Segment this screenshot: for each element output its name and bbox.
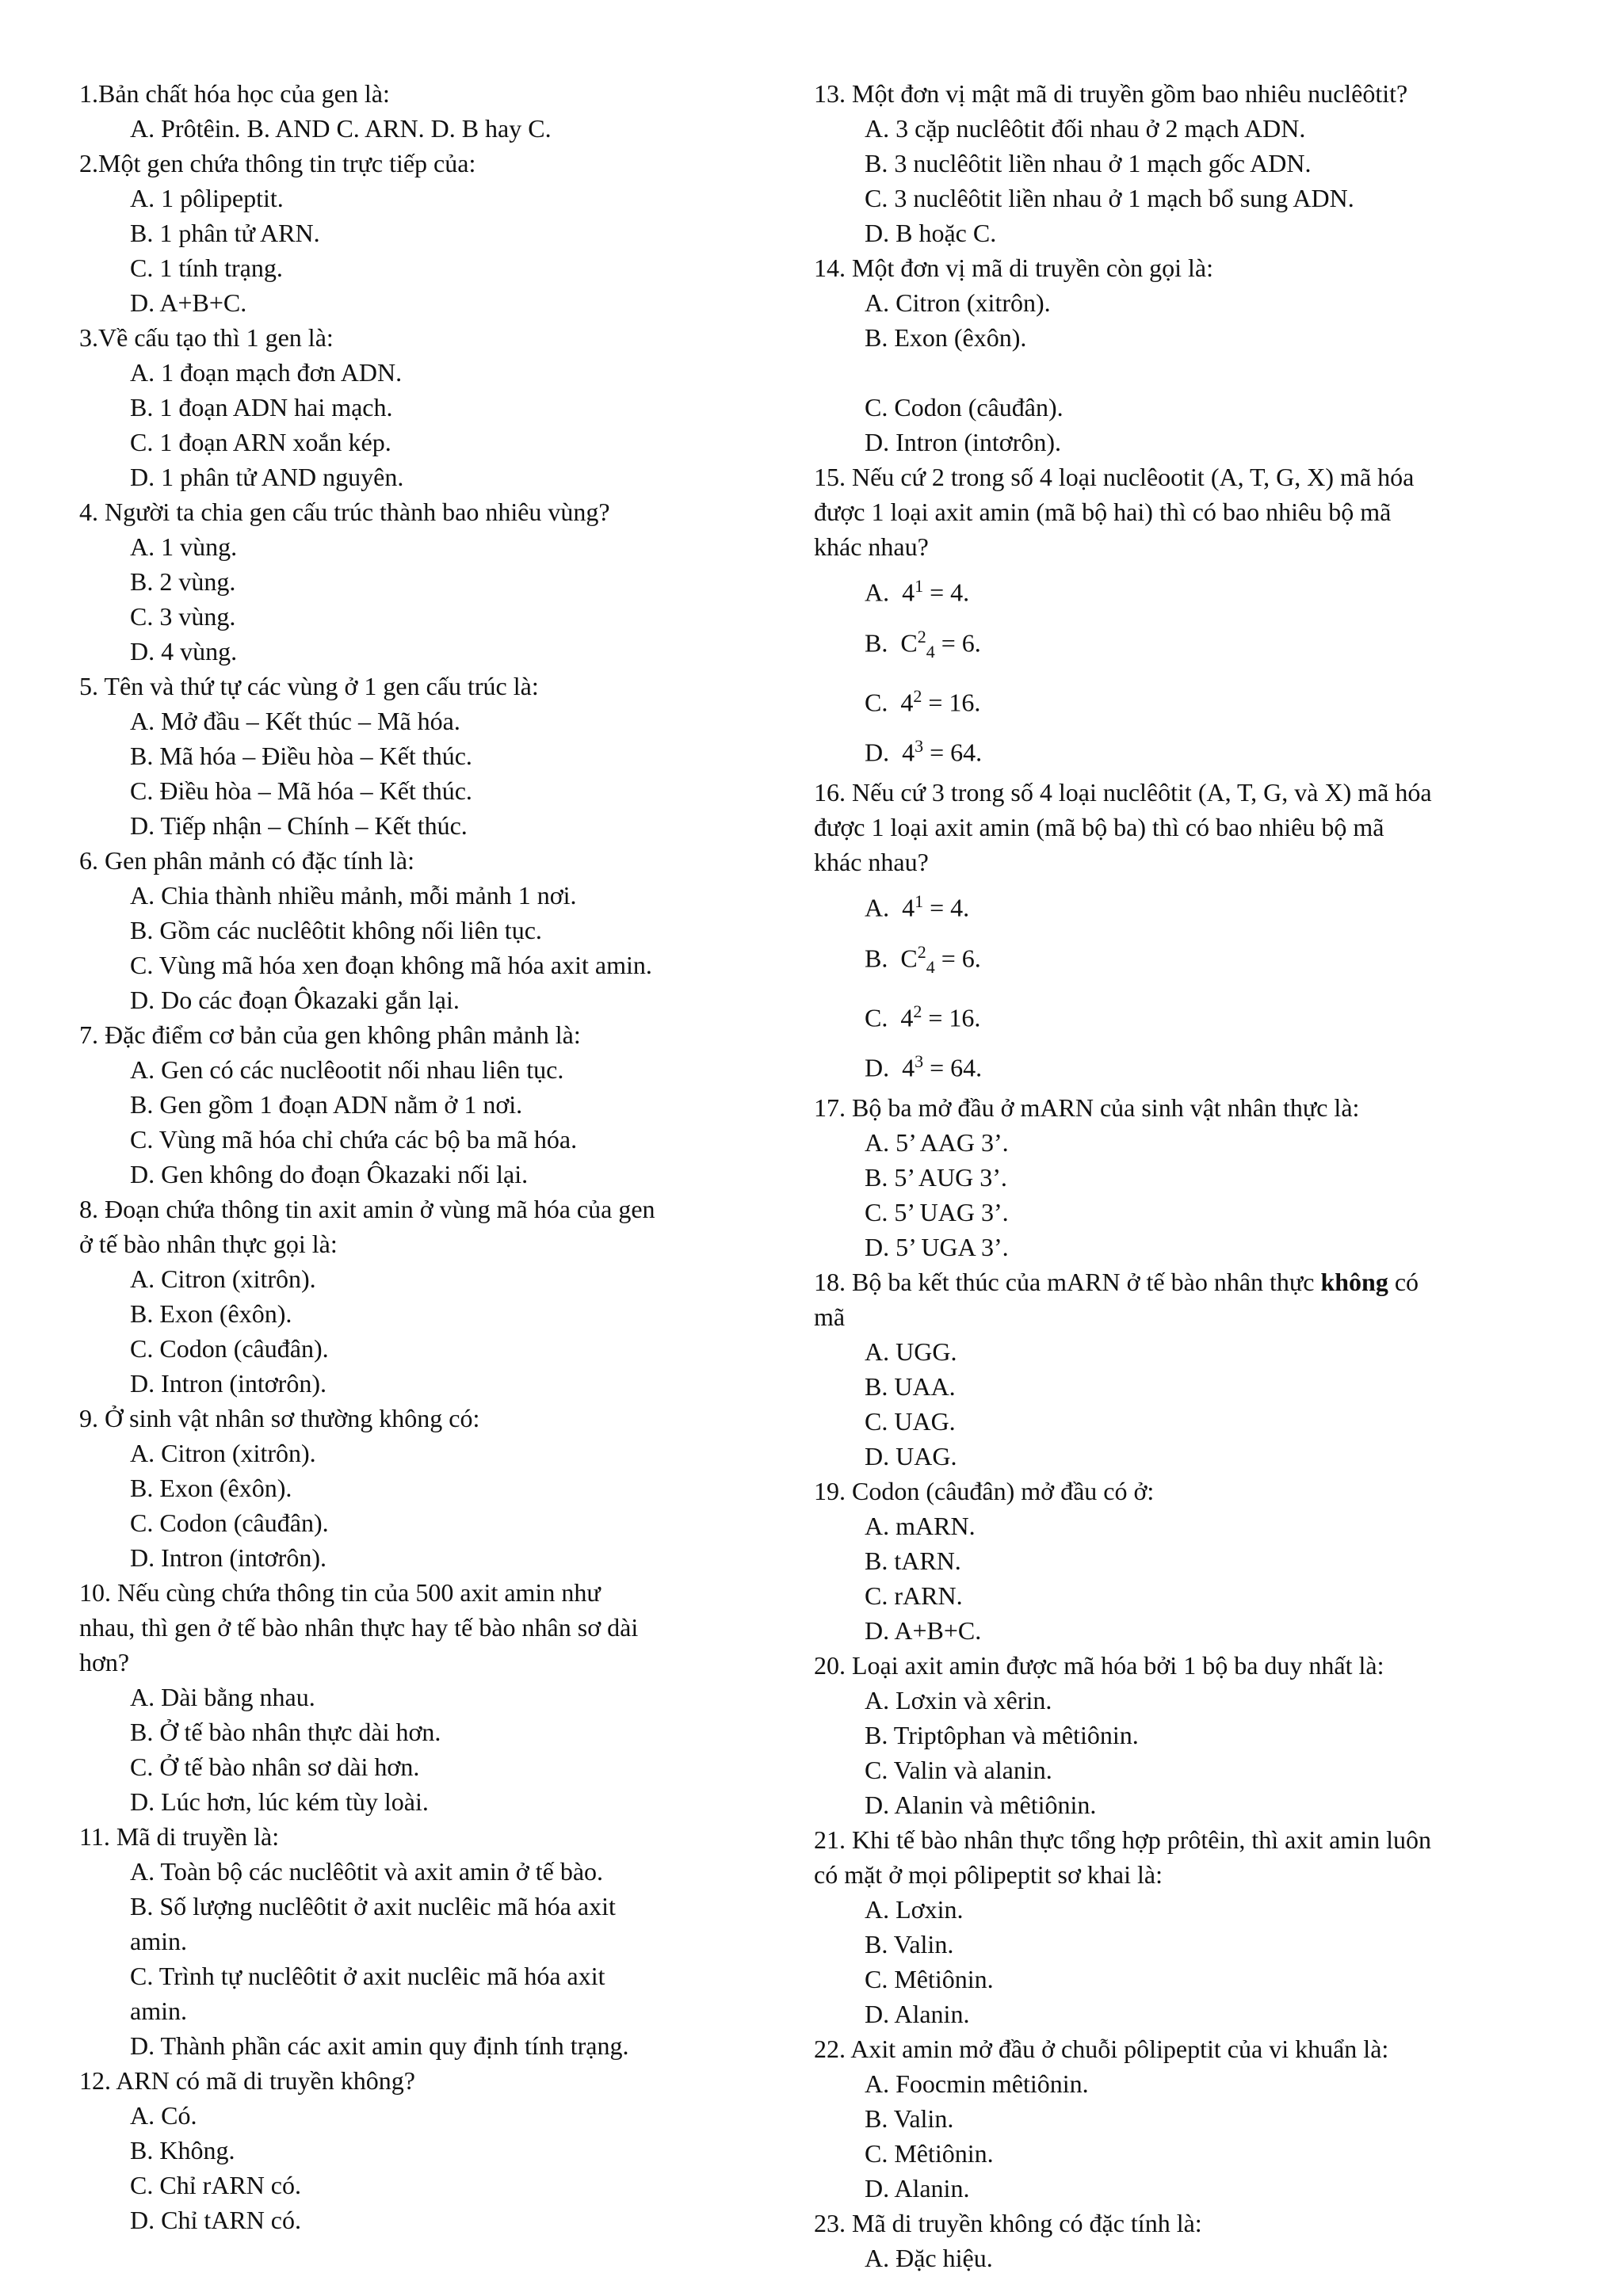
option: D. Thành phần các axit amin quy định tính trạng. <box>130 2031 629 2060</box>
option: A. 5’ AAG 3’. <box>865 1128 1009 1158</box>
option: B. Số lượng nuclêôtit ở axit nuclêic mã hóa axit <box>130 1892 616 1920</box>
question-stem-cont: ở tế bào nhân thực gọi là: <box>79 1230 338 1258</box>
question-stem-cont: được 1 loại axit amin (mã bộ hai) thì có bao nhiêu bộ mã <box>814 498 1392 526</box>
question-stem: 21. Khi tế bào nhân thực tổng hợp prôtêin, thì axit amin luôn <box>814 1825 1432 1855</box>
question-stem: 23. Mã di truyền không có đặc tính là: <box>814 2209 1202 2238</box>
option: D. Intron (intơrôn). <box>130 1369 327 1398</box>
option: D. Tiếp nhận – Chính – Kết thúc. <box>130 811 468 840</box>
option: D. UAG. <box>865 1442 957 1471</box>
option-math: B. $C^2_4 = 6$. <box>865 626 981 662</box>
option: D. Intron (intơrôn). <box>130 1543 327 1572</box>
option: C. 1 đoạn ARN xoắn kép. <box>130 428 391 456</box>
question-stem: 7. Đặc điểm cơ bản của gen không phân mảnh là: <box>79 1020 581 1049</box>
option: C. Mêtiônin. <box>865 2139 994 2168</box>
question-stem: 13. Một đơn vị mật mã di truyền gồm bao nhiêu nuclêôtit? <box>814 79 1408 108</box>
option: A. 1 đoạn mạch đơn ADN. <box>130 358 403 387</box>
option: B. Gen gồm 1 đoạn ADN nằm ở 1 nơi. <box>130 1090 523 1119</box>
question-stem: 6. Gen phân mảnh có đặc tính là: <box>79 846 414 875</box>
option: C. Codon (câuđân). <box>130 1334 329 1363</box>
question-4 <box>79 494 769 669</box>
option-math: A. $4^1 = 4$. <box>865 891 970 922</box>
option: A. 1 pôlipeptit. <box>130 184 284 212</box>
question-22 <box>814 2031 1575 2206</box>
option: D. A+B+C. <box>865 1616 982 1646</box>
option: B. tARN. <box>865 1547 961 1576</box>
option: C. rARN. <box>865 1581 963 1611</box>
option: B. Exon (êxôn). <box>865 323 1027 352</box>
option: D. Do các đoạn Ôkazaki gắn lại. <box>130 986 460 1014</box>
question-stem-cont: được 1 loại axit amin (mã bộ ba) thì có bao nhiêu bộ mã <box>814 813 1384 842</box>
option-cont: amin. <box>130 1927 187 1955</box>
question-stem: 11. Mã di truyền là: <box>79 1822 280 1851</box>
question-14 <box>814 250 1575 460</box>
option: B. Không. <box>130 2136 235 2164</box>
question-stem-cont: mã <box>814 1302 846 1332</box>
question-7 <box>79 1017 769 1192</box>
right-column <box>814 76 1575 2275</box>
option: D. Lúc hơn, lúc kém tùy loài. <box>130 1787 429 1816</box>
option: B. 3 nuclêôtit liền nhau ở 1 mạch gốc ADN. <box>865 149 1312 177</box>
question-11 <box>79 1819 769 2063</box>
option: B. Valin. <box>865 2104 954 2134</box>
option: A. 3 cặp nuclêôtit đối nhau ở 2 mạch ADN. <box>865 114 1306 143</box>
question-stem: 18. Bộ ba kết thúc của mARN ở tế bào nhân thực không có <box>814 1268 1419 1297</box>
blank-line <box>814 355 1575 390</box>
option: B. Exon (êxôn). <box>130 1474 292 1502</box>
question-9 <box>79 1401 769 1575</box>
option: B. Mã hóa – Điều hòa – Kết thúc. <box>130 742 472 770</box>
question-stem-cont: có mặt ở mọi pôlipeptit sơ khai là: <box>814 1860 1163 1890</box>
question-stem-cont: khác nhau? <box>814 532 929 561</box>
option: C. 5’ UAG 3’. <box>865 1198 1009 1227</box>
question-8 <box>79 1192 769 1401</box>
option: C. Trình tự nuclêôtit ở axit nuclêic mã hóa axit <box>130 1962 605 1990</box>
left-column <box>79 76 769 2237</box>
question-21 <box>814 1822 1575 2031</box>
option: D. Alanin. <box>865 2000 970 2029</box>
option-math: D. $4^3 = 64$. <box>865 1051 983 1083</box>
question-stem: 3.Về cấu tạo thì 1 gen là: <box>79 323 334 352</box>
option: B. Gồm các nuclêôtit không nối liên tục. <box>130 916 542 944</box>
question-3 <box>79 320 769 494</box>
option: A. Citron (xitrôn). <box>130 1264 316 1293</box>
option: A. 1 vùng. <box>130 532 238 561</box>
question-stem: 2.Một gen chứa thông tin trực tiếp của: <box>79 149 476 177</box>
options-inline: A. Prôtêin. B. AND C. ARN. D. B hay C. <box>130 114 552 143</box>
option: D. B hoặc C. <box>865 219 997 247</box>
option: C. UAG. <box>865 1407 956 1436</box>
option-math: C. $4^2 = 16$. <box>865 685 981 717</box>
option: A. Citron (xitrôn). <box>865 288 1051 317</box>
option: B. 5’ AUG 3’. <box>865 1163 1007 1192</box>
option: B. UAA. <box>865 1372 956 1402</box>
option: D. Chỉ tARN có. <box>130 2206 301 2234</box>
option: B. Ở tế bào nhân thực dài hơn. <box>130 1718 441 1746</box>
question-stem: 14. Một đơn vị mã di truyền còn gọi là: <box>814 254 1213 282</box>
question-stem: 17. Bộ ba mở đầu ở mARN của sinh vật nhân thực là: <box>814 1093 1360 1123</box>
question-stem: 4. Người ta chia gen cấu trúc thành bao nhiêu vùng? <box>79 498 610 526</box>
question-stem-cont: hơn? <box>79 1648 130 1676</box>
option: C. Chỉ rARN có. <box>130 2171 301 2199</box>
option: D. Alanin. <box>865 2174 970 2203</box>
option: D. 1 phân tử AND nguyên. <box>130 463 404 491</box>
question-12 <box>79 2063 769 2237</box>
question-stem: 22. Axit amin mở đầu ở chuỗi pôlipeptit của vi khuẩn là: <box>814 2035 1389 2064</box>
option: A. Mở đầu – Kết thúc – Mã hóa. <box>130 707 460 735</box>
option: A. Toàn bộ các nuclêôtit và axit amin ở tế bào. <box>130 1857 604 1886</box>
question-1 <box>79 76 769 146</box>
option: A. Lơxin và xêrin. <box>865 1686 1052 1715</box>
option: A. Foocmin mêtiônin. <box>865 2069 1089 2099</box>
question-2 <box>79 146 769 320</box>
option-math: C. $4^2 = 16$. <box>865 1001 981 1032</box>
option-math: B. $C^2_4 = 6$. <box>865 941 981 977</box>
question-16 <box>814 775 1575 1090</box>
question-stem: 20. Loại axit amin được mã hóa bởi 1 bộ ba duy nhất là: <box>814 1651 1384 1680</box>
question-20 <box>814 1648 1575 1822</box>
option: B. 1 đoạn ADN hai mạch. <box>130 393 393 421</box>
option: A. Citron (xitrôn). <box>130 1439 316 1467</box>
option-math: D. $4^3 = 64$. <box>865 736 983 768</box>
option: D. Alanin và mêtiônin. <box>865 1791 1097 1820</box>
question-stem: 10. Nếu cùng chứa thông tin của 500 axit amin như <box>79 1578 601 1607</box>
option: A. Lơxin. <box>865 1895 964 1924</box>
question-17 <box>814 1090 1575 1264</box>
question-15 <box>814 460 1575 775</box>
option: A. mARN. <box>865 1512 976 1541</box>
option: B. Valin. <box>865 1930 954 1959</box>
question-23 <box>814 2206 1575 2275</box>
question-13 <box>814 76 1575 250</box>
question-stem-cont: nhau, thì gen ở tế bào nhân thực hay tế bào nhân sơ dài <box>79 1613 639 1642</box>
question-6 <box>79 843 769 1017</box>
option: C. 1 tính trạng. <box>130 254 283 282</box>
question-stem: 15. Nếu cứ 2 trong số 4 loại nuclêootit (A, T, G, X) mã hóa <box>814 463 1415 491</box>
option: D. 4 vùng. <box>130 637 238 666</box>
option: D. Gen không do đoạn Ôkazaki nối lại. <box>130 1160 529 1188</box>
option-math: A. $4^1 = 4$. <box>865 576 970 607</box>
question-stem: 5. Tên và thứ tự các vùng ở 1 gen cấu trúc là: <box>79 672 539 700</box>
option: A. UGG. <box>865 1337 957 1367</box>
question-18 <box>814 1264 1575 1474</box>
option: A. Chia thành nhiều mảnh, mỗi mảnh 1 nơi. <box>130 881 577 910</box>
option: B. Triptôphan và mêtiônin. <box>865 1721 1139 1750</box>
question-stem: 16. Nếu cứ 3 trong số 4 loại nuclêôtit (A, T, G, và X) mã hóa <box>814 778 1432 807</box>
option: A. Gen có các nuclêootit nối nhau liên tục. <box>130 1055 564 1084</box>
option: C. Vùng mã hóa chỉ chứa các bộ ba mã hóa. <box>130 1125 578 1154</box>
question-stem: 8. Đoạn chứa thông tin axit amin ở vùng mã hóa của gen <box>79 1195 655 1223</box>
question-stem: 9. Ở sinh vật nhân sơ thường không có: <box>79 1404 480 1432</box>
question-stem: 12. ARN có mã di truyền không? <box>79 2066 415 2095</box>
option: A. Có. <box>130 2101 197 2130</box>
option-cont: amin. <box>130 1997 187 2025</box>
option: C. Điều hòa – Mã hóa – Kết thúc. <box>130 776 472 805</box>
option: C. 3 nuclêôtit liền nhau ở 1 mạch bổ sung ADN. <box>865 184 1354 212</box>
option: C. Mêtiônin. <box>865 1965 994 1994</box>
option: D. Intron (intơrôn). <box>865 428 1061 456</box>
option: A. Đặc hiệu. <box>865 2244 993 2273</box>
question-stem: 19. Codon (câuđân) mở đầu có ở: <box>814 1477 1155 1506</box>
option: B. 2 vùng. <box>130 567 236 596</box>
question-stem-cont: khác nhau? <box>814 848 929 877</box>
question-19 <box>814 1474 1575 1648</box>
option: C. Ở tế bào nhân sơ dài hơn. <box>130 1753 420 1781</box>
option: D. 5’ UGA 3’. <box>865 1233 1009 1262</box>
option: C. Codon (câuđân). <box>865 393 1064 421</box>
question-10 <box>79 1575 769 1819</box>
option: D. A+B+C. <box>130 288 247 317</box>
option: B. Exon (êxôn). <box>130 1299 292 1328</box>
question-stem: 1.Bản chất hóa học của gen là: <box>79 79 390 108</box>
option: C. Valin và alanin. <box>865 1756 1052 1785</box>
option: C. Codon (câuđân). <box>130 1508 329 1537</box>
option: A. Dài bằng nhau. <box>130 1683 315 1711</box>
question-5 <box>79 669 769 843</box>
option: C. Vùng mã hóa xen đoạn không mã hóa axit amin. <box>130 951 652 979</box>
option: C. 3 vùng. <box>130 602 236 631</box>
option: B. 1 phân tử ARN. <box>130 219 320 247</box>
